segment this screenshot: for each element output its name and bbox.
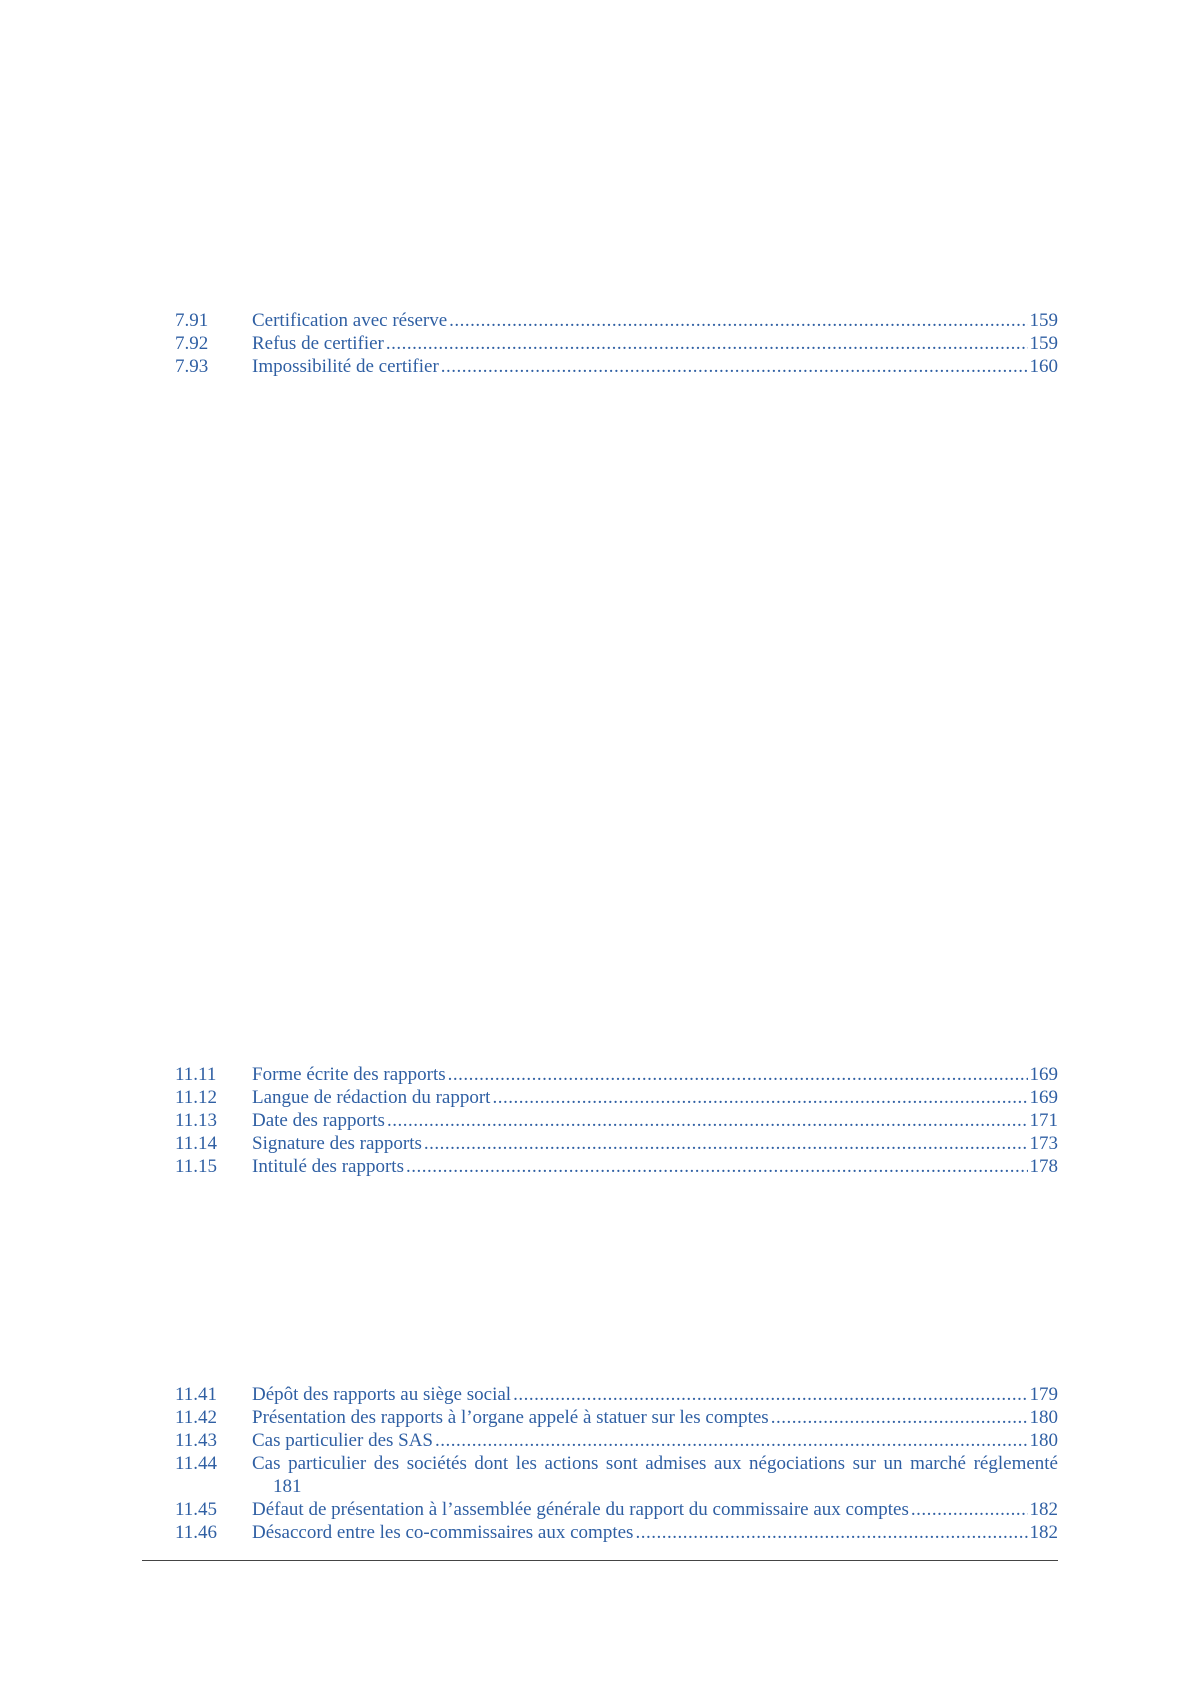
toc-entry-number: 11.42 [175, 1407, 218, 1428]
toc-entry-number: 7.93 [175, 356, 209, 377]
toc-entry-title: Refus de certifier [252, 333, 384, 354]
toc-entry-title: Forme écrite des rapports [252, 1064, 446, 1085]
bottom-divider [142, 1560, 1058, 1561]
toc-entry[interactable] [175, 1452, 1058, 1498]
toc-entry-title: Présentation des rapports à l’organe appelé à statuer sur les comptes [252, 1407, 769, 1428]
toc-dot-leader [492, 1086, 1027, 1109]
toc-entry-page: 181 [273, 1476, 302, 1497]
toc-entry-page: 182 [1029, 1499, 1058, 1520]
toc-entry-title: Signature des rapports [252, 1133, 422, 1154]
toc-entry-page: 169 [1029, 1087, 1058, 1108]
toc-entry-page: 173 [1029, 1133, 1058, 1154]
toc-entry-title: Intitulé des rapports [252, 1156, 404, 1177]
toc-dot-leader [387, 1109, 1028, 1132]
toc-entry-number: 11.41 [175, 1384, 218, 1405]
toc-entry[interactable] [175, 309, 1058, 332]
toc-dot-leader [771, 1406, 1028, 1429]
toc-entry[interactable] [175, 1406, 1058, 1429]
toc-dot-leader [406, 1155, 1028, 1178]
toc-entry-page: 178 [1029, 1156, 1058, 1177]
toc-entry-number: 7.91 [175, 310, 209, 331]
toc-dot-leader [449, 309, 1027, 332]
toc-entry-title: Date des rapports [252, 1110, 385, 1131]
toc-entry-number: 11.43 [175, 1430, 218, 1451]
toc-entry[interactable] [175, 355, 1058, 378]
toc-entry[interactable] [175, 1498, 1058, 1521]
toc-entry-page: 159 [1029, 333, 1058, 354]
toc-entry-title: Langue de rédaction du rapport [252, 1087, 491, 1108]
toc-entry-page: 169 [1029, 1064, 1058, 1085]
toc-entry-title: Dépôt des rapports au siège social [252, 1384, 512, 1405]
toc-dot-leader [435, 1429, 1027, 1452]
toc-entry-page: 182 [1029, 1522, 1058, 1543]
toc-dot-leader [441, 355, 1028, 378]
toc-entry-title: Défaut de présentation à l’assemblée générale du rapport du commissaire aux comptes [252, 1499, 909, 1520]
toc-entry-title: Cas particulier des SAS [252, 1430, 434, 1451]
toc-dot-leader [448, 1063, 1028, 1086]
toc-entry[interactable] [175, 1132, 1058, 1155]
toc-entry-number: 11.44 [175, 1453, 218, 1474]
toc-entry-title: Impossibilité de certifier [252, 356, 439, 377]
toc-group-2 [175, 1063, 1058, 1178]
toc-entry[interactable] [175, 1155, 1058, 1178]
toc-entry-number: 11.11 [175, 1064, 217, 1085]
toc-entry-page: 180 [1029, 1430, 1058, 1451]
toc-dot-leader [911, 1498, 1028, 1521]
toc-entry-page: 160 [1029, 356, 1058, 377]
toc-entry[interactable] [175, 1429, 1058, 1452]
toc-entry[interactable] [175, 332, 1058, 355]
toc-entry-page: 179 [1029, 1384, 1058, 1405]
toc-entry-page: 159 [1029, 310, 1058, 331]
toc-entry-page: 171 [1029, 1110, 1058, 1131]
toc-entry-title: Certification avec réserve [252, 310, 448, 331]
toc-dot-leader [513, 1383, 1027, 1406]
toc-entry-number: 11.13 [175, 1110, 218, 1131]
toc-entry-number: 11.12 [175, 1087, 218, 1108]
toc-entry[interactable] [175, 1109, 1058, 1132]
toc-entry[interactable] [175, 1086, 1058, 1109]
toc-entry-number: 11.46 [175, 1522, 218, 1543]
toc-dot-leader [386, 332, 1028, 355]
toc-group-3 [175, 1383, 1058, 1544]
toc-entry-number: 11.45 [175, 1499, 218, 1520]
toc-entry-title: Cas particulier des sociétés dont les actions sont admises aux négociations sur un marché réglementé [252, 1453, 1058, 1474]
toc-entry[interactable] [175, 1063, 1058, 1086]
toc-entry-title: Désaccord entre les co-commissaires aux comptes [252, 1522, 634, 1543]
toc-entry-number: 7.92 [175, 333, 209, 354]
toc-entry-number: 11.15 [175, 1156, 218, 1177]
toc-entry[interactable] [175, 1383, 1058, 1406]
toc-dot-leader [635, 1521, 1027, 1544]
toc-entry-page: 180 [1029, 1407, 1058, 1428]
toc-group-1 [175, 309, 1058, 378]
toc-dot-leader [424, 1132, 1028, 1155]
toc-entry[interactable] [175, 1521, 1058, 1544]
toc-entry-number: 11.14 [175, 1133, 218, 1154]
